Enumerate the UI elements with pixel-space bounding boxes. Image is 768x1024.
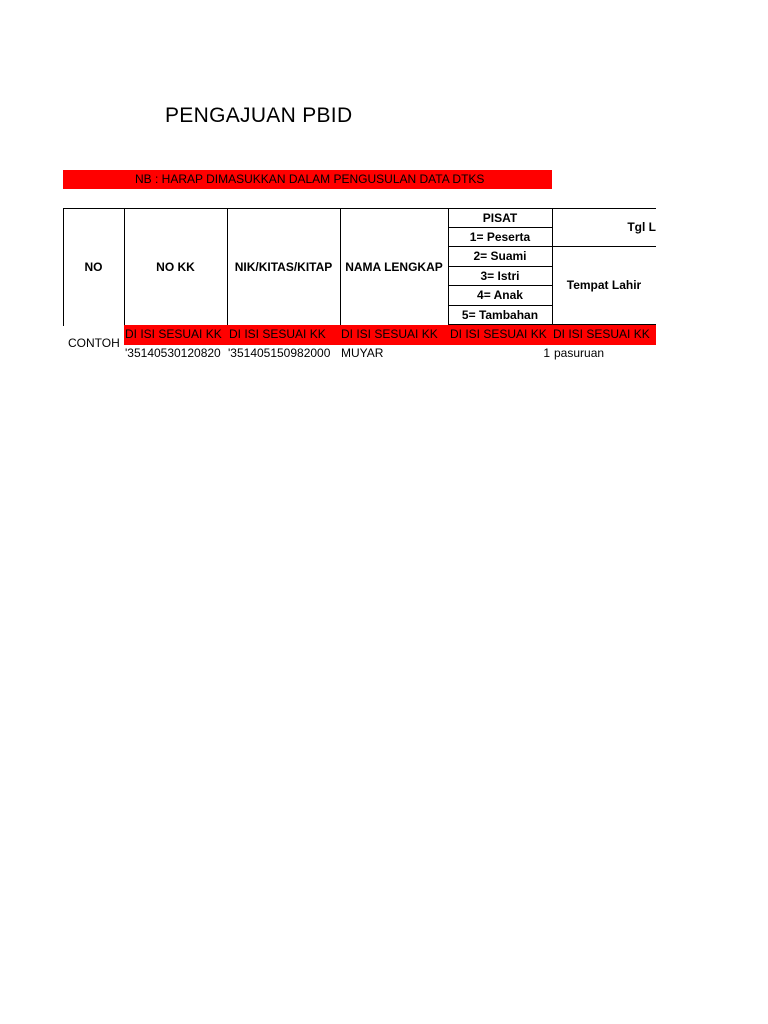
instruction-cell: DI ISI SESUAI KK [553,327,650,341]
instruction-cell: DI ISI SESUAI KK [341,327,438,341]
header-pisat: PISAT [482,210,518,225]
contoh-label: CONTOH [68,336,120,350]
pisat-option-anak: 4= Anak [477,288,523,302]
header-no: NO [84,259,103,274]
nb-note-banner: NB : HARAP DIMASUKKAN DALAM PENGUSULAN DATA DTKS [63,170,552,189]
header-nama-lengkap: NAMA LENGKAP [345,259,443,274]
example-tempat-lahir: pasuruan [554,346,605,360]
pisat-option-tambahan: 5= Tambahan [461,307,539,322]
header-tempat-lahir: Tempat Lahir [566,278,642,292]
pisat-option-suami: 2= Suami [473,249,527,263]
example-no-kk: '35140530120820 [125,346,221,360]
instruction-cell: DI ISI SESUAI KK [229,327,326,341]
instruction-cell: DI ISI SESUAI KK [450,327,547,341]
pisat-option-peserta: 1= Peserta [469,229,531,244]
example-pisat: 1 [543,346,550,360]
example-nik: '351405150982000 [228,346,331,360]
page-title: PENGAJUAN PBID [165,104,353,127]
example-nama: MUYAR [341,346,384,360]
pisat-option-istri: 3= Istri [480,268,520,283]
header-tgl-lahir: Tgl L [627,220,656,234]
header-no-kk: NO KK [156,259,195,274]
header-nik: NIK/KITAS/KITAP [234,259,333,274]
instruction-cell: DI ISI SESUAI KK [125,327,222,341]
